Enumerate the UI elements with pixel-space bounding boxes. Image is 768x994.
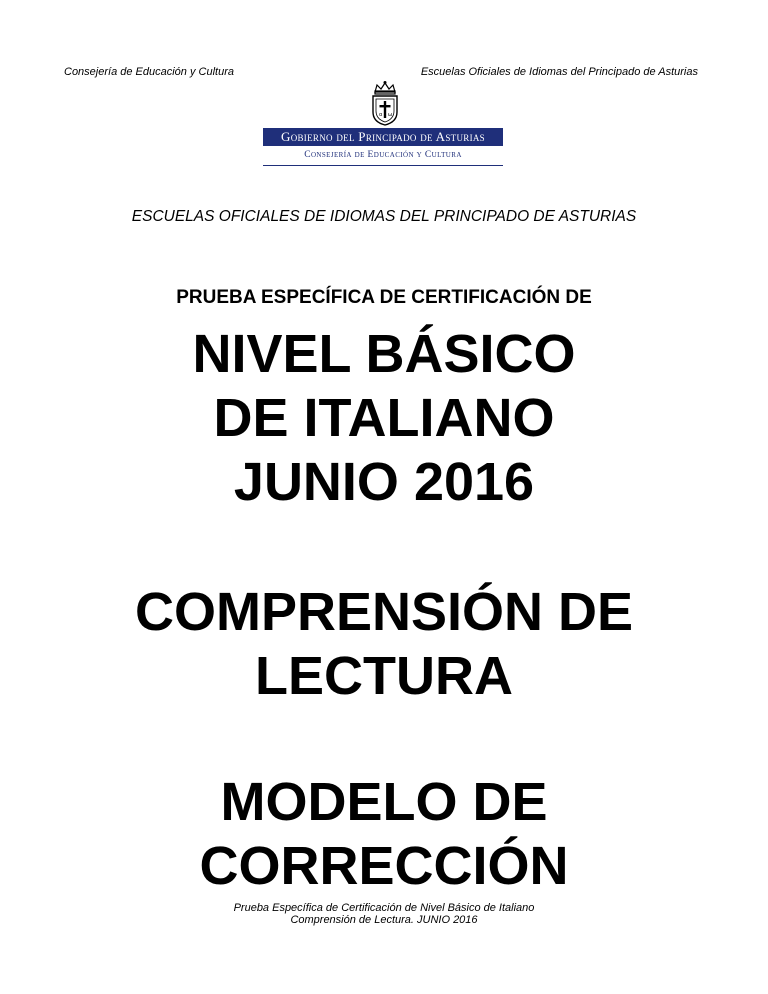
svg-text:α: α bbox=[379, 112, 383, 118]
school-title: ESCUELAS OFICIALES DE IDIOMAS DEL PRINCIPADO DE ASTURIAS bbox=[131, 208, 637, 225]
section-title bbox=[0, 580, 768, 708]
government-subtitle: Consejería de Educación y Cultura bbox=[304, 150, 462, 160]
model-title bbox=[0, 770, 768, 898]
footer-line-1: Prueba Específica de Certificación de Nivel Básico de Italiano bbox=[233, 902, 535, 914]
test-type-heading: PRUEBA ESPECÍFICA DE CERTIFICACIÓN DE bbox=[176, 287, 592, 308]
section-line-2: LECTURA bbox=[255, 646, 513, 706]
level-line-1: NIVEL BÁSICO bbox=[192, 324, 576, 384]
level-line-2: DE ITALIANO bbox=[213, 388, 555, 448]
model-line-2: CORRECCIÓN bbox=[199, 836, 569, 896]
footer-line-2: Comprensión de Lectura. JUNIO 2016 bbox=[290, 914, 478, 926]
page-footer bbox=[0, 902, 768, 926]
model-line-1: MODELO DE bbox=[220, 772, 548, 832]
logo-divider bbox=[263, 165, 503, 166]
header-right-text: Escuelas Oficiales de Idiomas del Principado de Asturias bbox=[420, 66, 698, 78]
government-banner: Gobierno del Principado de Asturias bbox=[263, 128, 503, 146]
header-left-text: Consejería de Educación y Cultura bbox=[64, 66, 234, 78]
level-line-3: JUNIO 2016 bbox=[233, 452, 535, 512]
asturias-crest-icon bbox=[368, 80, 402, 126]
svg-text:ω: ω bbox=[388, 112, 393, 118]
level-title bbox=[0, 322, 768, 514]
section-line-1: COMPRENSIÓN DE bbox=[134, 582, 634, 642]
